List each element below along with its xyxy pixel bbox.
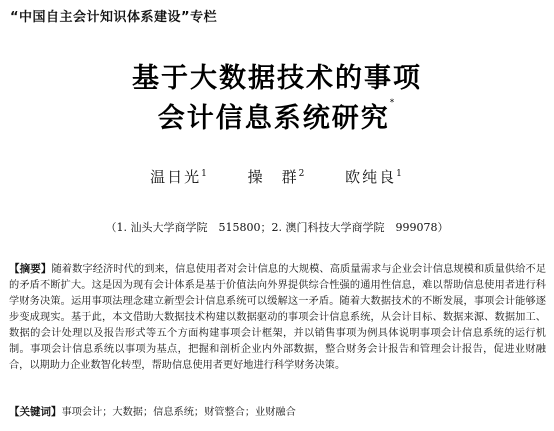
keywords (9, 404, 546, 421)
keywords-label: 【关键词】 (9, 406, 62, 418)
author-name: 操 群 (247, 168, 299, 186)
article-title-line-2 (0, 96, 554, 135)
author-affiliation-marker: 1 (201, 169, 209, 179)
author-2 (248, 168, 307, 186)
column-tag: “中国自主会计知识体系建设”专栏 (10, 10, 218, 25)
abstract-text: 随着数字经济时代的到来，信息使用者对会计信息的大规模、高质量需求与企业会计信息规模和质量供给不足的矛盾不断扩大。这是因为现有会计体系是基于价值法向外界提供综合性强的通用性信息，难以帮助信息使用者进行科学财务决策。运用事项法理念建立新型会计信息系统可以缓解这一矛盾。随着大数据技术的不断发展，事项会计能够逐步变成现实。基于此，本文借助大数据技术构建以数据驱动的事项会计信息系统，从会计目标、数据来源、数据加工、数据的会计处理以及报告形式等五个方面构建事项会计框架，并以销售事项为例具体说明事项会计信息系统的运行机制。事项会计信息系统以事项为基点，把握和剖析企业内外部数据，整合财务会计报告和管理会计报告，促进业财融合，以期助力企业数智化转型，帮助信息使用者更好地进行科学财务决策。 (9, 264, 547, 371)
author-name: 温日光 (150, 168, 202, 186)
article-title-line-1: 基于大数据技术的事项 (132, 63, 422, 94)
article-title-line-2-text: 会计信息系统研究 (157, 103, 390, 134)
title-footnote-marker: * (389, 98, 397, 108)
abstract-label: 【摘要】 (9, 263, 52, 275)
author-name: 欧纯良 (345, 168, 397, 186)
author-affiliation-marker: 1 (396, 169, 404, 179)
keywords-text: 事项会计；大数据；信息系统；财管整合；业财融合 (61, 407, 296, 418)
abstract (9, 261, 546, 374)
author-list (0, 166, 554, 187)
affiliations: （1. 汕头大学商学院 515800；2. 澳门科技大学商学院 999078） (105, 221, 449, 234)
author-3 (345, 168, 404, 186)
author-1 (150, 168, 209, 186)
author-affiliation-marker: 2 (298, 169, 307, 179)
